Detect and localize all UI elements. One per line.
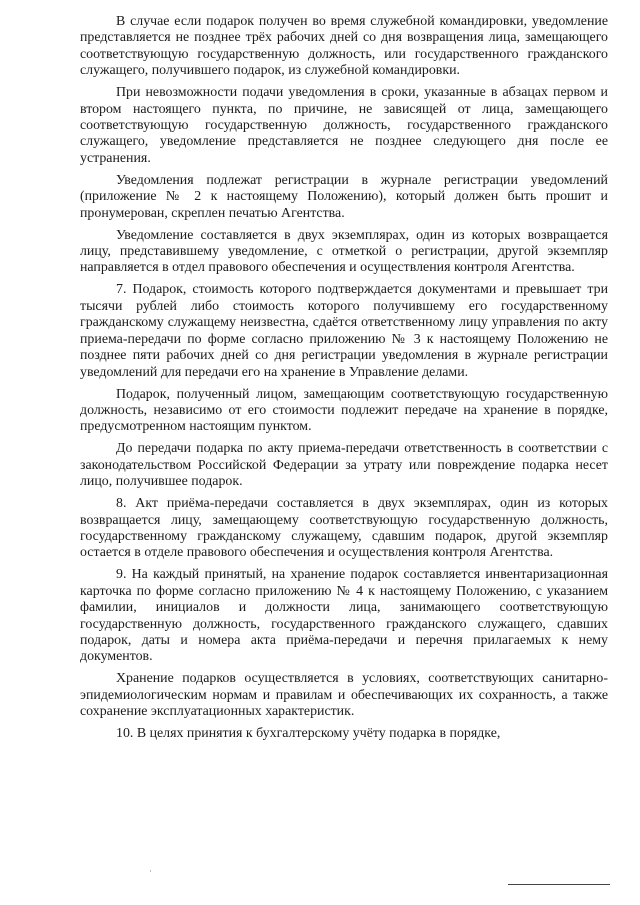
- paragraph-submission-impossible: При невозможности подачи уведомления в сроки, указанные в абзацах первом и втором настоящего пункта, по причине, не зависящей от лица, замещающего соответствующую государственную должность, государственного гражданского служащего, уведомление представляется не позднее следующего дня после ее устранения.: [80, 85, 608, 166]
- paragraph-business-trip: В случае если подарок получен во время служебной командировки, уведомление представляется не позднее трёх рабочих дней со дня возвращения лица, замещающего соответствующую государственную должность, или государственного гражданского служащего, получившего подарок, из служебной командировки.: [80, 14, 608, 79]
- paragraph-responsibility: До передачи подарка по акту приема-передачи ответственность в соответствии с законодательством Российской Федерации за утрату или повреждение подарка несет лицо, получившее подарок.: [80, 441, 608, 490]
- paragraph-two-copies: Уведомление составляется в двух экземплярах, один из которых возвращается лицу, представившему уведомление, с отметкой о регистрации, другой экземпляр направляется в отдел правового обеспечения и осуществления контроля Агентства.: [80, 227, 608, 276]
- paragraph-item-7: 7. Подарок, стоимость которого подтверждается документами и превышает три тысячи рублей либо стоимость которого получившему его государственному гражданскому служащему неизвестна, сдаётся ответственному лицу управления по акту приема-передачи по форме согласно приложению № 3 к настоящему Положению не позднее пяти рабочих дней со дня регистрации уведомления в журнале регистрации уведомлений для передачи его на хранение в Управление делами.: [80, 282, 608, 380]
- paragraph-gift-storage: Подарок, полученный лицом, замещающим соответствующую государственную должность, независимо от его стоимости подлежит передаче на хранение в порядке, предусмотренном настоящим пунктом.: [80, 386, 608, 435]
- scan-speck: [150, 870, 151, 872]
- paragraph-item-9: 9. На каждый принятый, на хранение подарок составляется инвентаризационная карточка по форме согласно приложению № 4 к настоящему Положению, с указанием фамилии, инициалов и должности лица, занимающего соответствующую государственную должность, государственного гражданского служащего, сдавших подарок, даты и номера акта приёма-передачи и перечня прилагаемых к нему документов.: [80, 567, 608, 665]
- paragraph-item-8: 8. Акт приёма-передачи составляется в двух экземплярах, один из которых возвращается лицу, замещающему соответствующую государственную должность, государственному гражданскому служащему, сдавшим подарок, другой экземпляр остается в отделе правового обеспечения и осуществления контроля Агентства.: [80, 496, 608, 561]
- footer-rule: [508, 884, 610, 885]
- paragraph-registration: Уведомления подлежат регистрации в журнале регистрации уведомлений (приложение № 2 к настоящему Положению), который должен быть прошит и пронумерован, скреплен печатью Агентства.: [80, 172, 608, 221]
- document-page: [80, 14, 608, 743]
- paragraph-item-10: 10. В целях принятия к бухгалтерскому учёту подарка в порядке,: [116, 726, 501, 742]
- paragraph-storage-conditions: Хранение подарков осуществляется в условиях, соответствующих санитарно-эпидемиологическим нормам и правилам и обеспечивающих их сохранность, а также сохранение эксплуатационных характеристик.: [80, 671, 608, 720]
